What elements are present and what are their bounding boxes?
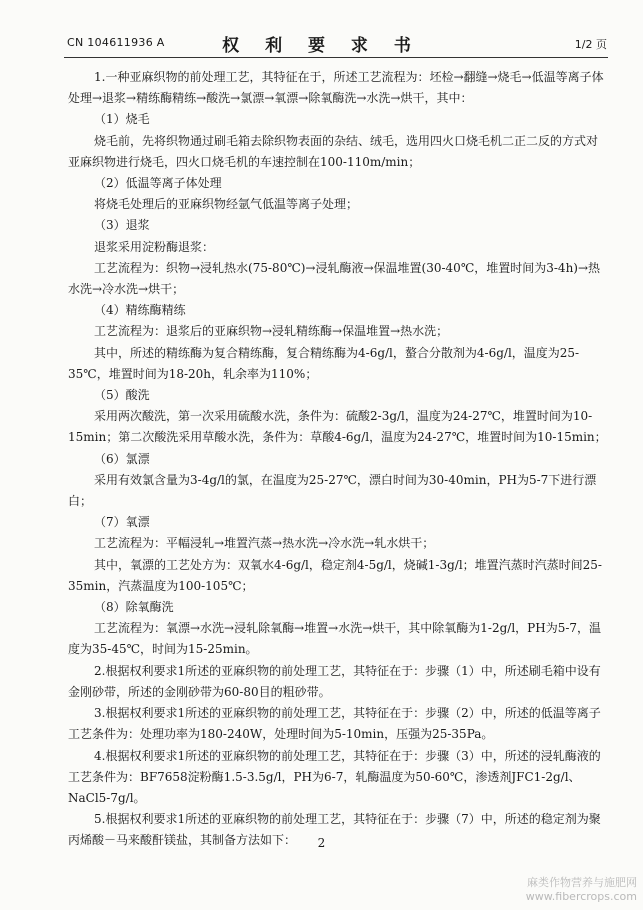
claim-paragraph: （8）除氧酶洗: [94, 600, 174, 615]
claim-paragraph: （1）烧毛: [94, 112, 150, 127]
claim-paragraph: （7）氧漂: [94, 515, 150, 530]
page-indicator: 1/2 页: [574, 38, 607, 51]
claim-paragraph: （4）精练酶精练: [94, 303, 186, 318]
page-title: 权 利 要 求 书: [222, 36, 421, 56]
patent-number: CN 104611936 A: [67, 36, 165, 49]
claim-paragraph: 其中，所述的精练酶为复合精练酶，复合精练酶为4-6g/l，螯合分散剂为4-6g/l，温度为25-35℃，堆置时间为18-20h，轧余率为110%；: [68, 345, 580, 381]
watermark-url: www.fibercrops.com: [525, 890, 637, 903]
claim-paragraph: 退浆采用淀粉酶退浆：: [94, 239, 215, 254]
claim-paragraph: 1.一种亚麻织物的前处理工艺，其特征在于，所述工艺流程为：坯检→翻缝→烧毛→低温等离子体处理→退浆→精练酶精练→酸洗→氯漂→氧漂→除氧酶洗→水洗→烘干，其中：: [68, 70, 604, 106]
claim-paragraph: （3）退浆: [94, 218, 150, 233]
watermark-site-name: 麻类作物营养与施肥网: [527, 876, 637, 889]
claim-paragraph: 工艺流程为：氧漂→水洗→浸轧除氧酶→堆置→水洗→烘干，其中除氧酶为1-2g/l，PH为5-7，温度为35-45℃，时间为15-25min。: [68, 621, 602, 657]
page-number: 2: [317, 836, 326, 850]
claim-paragraph: 5.根据权利要求1所述的亚麻织物的前处理工艺，其特征在于：步骤（7）中，所述的稳定剂为聚丙烯酸－马来酸酐镁盐，其制备方法如下：: [68, 812, 601, 848]
claim-paragraph: （5）酸洗: [94, 388, 150, 403]
claim-paragraph: 其中，氧漂的工艺处方为：双氧水4-6g/l，稳定剂4-5g/l，烧碱1-3g/l；堆置汽蒸时汽蒸时间25-35min，汽蒸温度为100-105℃；: [68, 557, 602, 593]
claim-paragraph: 烧毛前，先将织物通过刷毛箱去除织物表面的杂结、绒毛，选用四火口烧毛机二正二反的方式对亚麻织物进行烧毛，四火口烧毛机的车速控制在100-110m/min；: [68, 133, 599, 169]
claim-paragraph: 采用有效氯含量为3-4g/l的氯，在温度为25-27℃，漂白时间为30-40min，PH为5-7下进行漂白；: [68, 472, 597, 509]
site-watermark: [526, 876, 637, 904]
claim-paragraph: 3.根据权利要求1所述的亚麻织物的前处理工艺，其特征在于：步骤（2）中，所述的低温等离子工艺条件为：处理功率为180-240W，处理时间为5-10min，压强为25-35Pa。: [68, 706, 601, 742]
claim-paragraph: 工艺流程为：退浆后的亚麻织物→浸轧精练酶→保温堆置→热水洗；: [94, 324, 449, 339]
claims-body: [68, 67, 608, 852]
header-divider: [64, 57, 608, 58]
claim-paragraph: 采用两次酸洗，第一次采用硫酸水洗，条件为：硫酸2-3g/l，温度为24-27℃，堆置时间为10-15min；第二次酸洗采用草酸水洗，条件为：草酸4-6g/l，温度为24-27℃，堆置时间为10-15min；: [68, 409, 607, 445]
claim-paragraph: 将烧毛处理后的亚麻织物经氩气低温等离子处理；: [94, 197, 359, 212]
claim-paragraph: 工艺流程为：平幅浸轧→堆置汽蒸→热水洗→冷水洗→轧水烘干；: [94, 536, 435, 551]
claim-paragraph: 2.根据权利要求1所述的亚麻织物的前处理工艺，其特征在于：步骤（1）中，所述刷毛箱中设有金刚砂带，所述的金刚砂带为60-80目的粗砂带。: [68, 663, 601, 699]
claim-paragraph: 工艺流程为：织物→浸轧热水(75-80℃)→浸轧酶液→保温堆置(30-40℃，堆置时间为3-4h)→热水洗→冷水洗→烘干；: [68, 260, 601, 297]
claim-paragraph: 4.根据权利要求1所述的亚麻织物的前处理工艺，其特征在于：步骤（3）中，所述的浸轧酶液的工艺条件为：BF7658淀粉酶1.5-3.5g/l，PH为6-7，轧酶温度为50-60℃，渗透剂JFC1-2g/l、NaCl5-7g/l。: [68, 748, 601, 805]
claim-paragraph: （2）低温等离子体处理: [94, 176, 222, 191]
claim-paragraph: （6）氯漂: [94, 451, 150, 466]
